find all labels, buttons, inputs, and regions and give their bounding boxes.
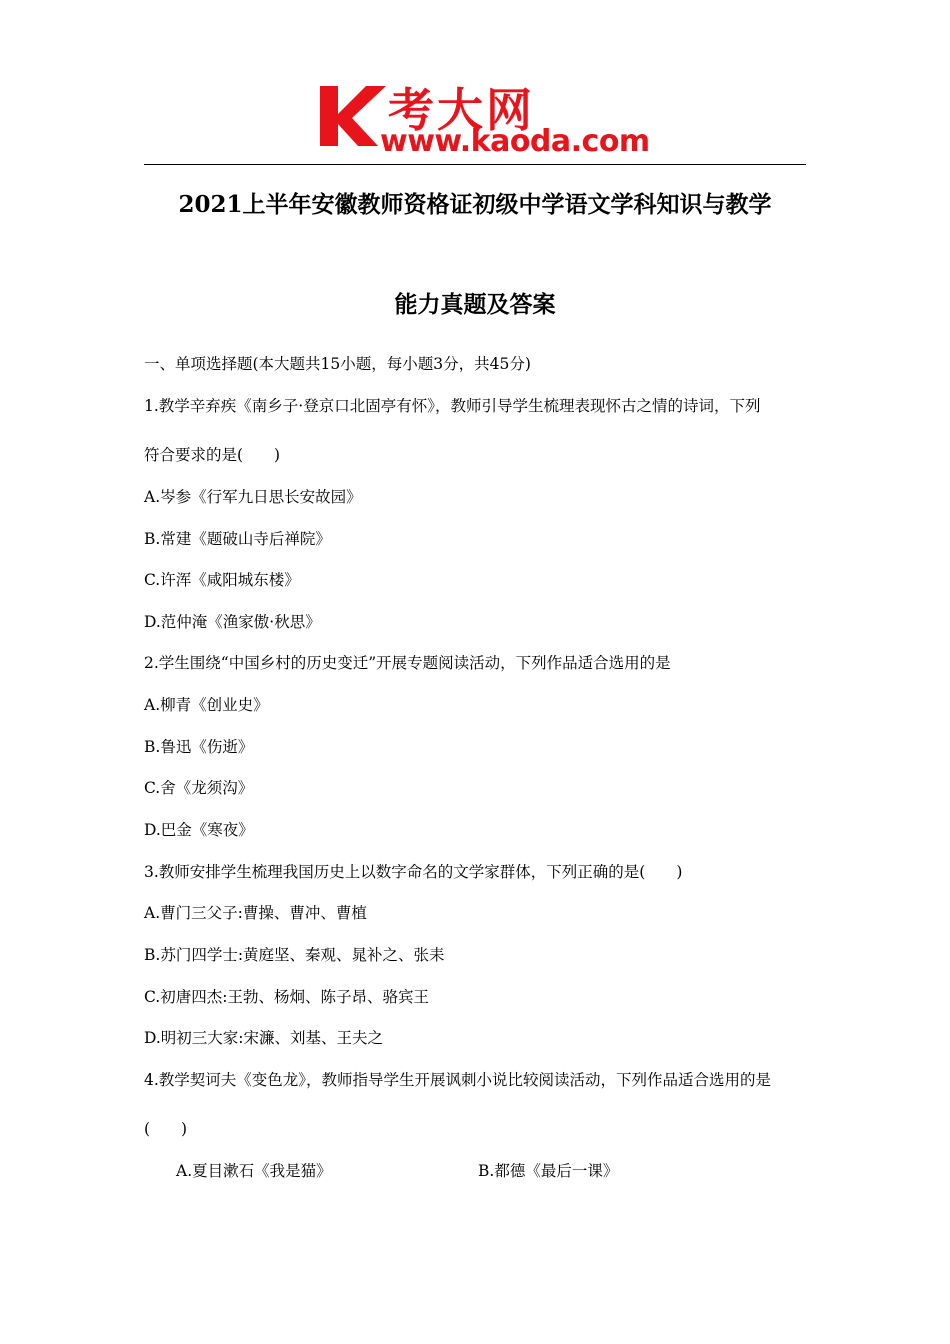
question-4-stem: 4.教学契诃夫《变色龙》，教师指导学生开展讽刺小说比较阅读活动，下列作品适合选用的是: [144, 1071, 772, 1089]
question-4-stem-cont: ( ): [144, 1120, 188, 1138]
page-title-line2: 能力真题及答案: [394, 291, 556, 318]
question-2-option-d: D.巴金《寒夜》: [144, 821, 254, 839]
header-divider: [144, 164, 806, 165]
question-1-option-d: D.范仲淹《渔家傲·秋思》: [144, 613, 321, 631]
question-1-stem-cont: 符合要求的是( ): [144, 446, 281, 464]
question-4-option-a: A.夏目漱石《我是猫》: [176, 1162, 332, 1180]
question-3-option-a: A.曹门三父子:曹操、曹冲、曹植: [144, 904, 367, 922]
question-3-option-c: C.初唐四杰:王勃、杨炯、陈子昂、骆宾王: [144, 988, 429, 1006]
logo-name: 考大网: [388, 83, 535, 137]
question-3-option-b: B.苏门四学士:黄庭坚、秦观、晁补之、张耒: [144, 946, 445, 964]
question-3-option-d: D.明初三大家:宋濂、刘基、王夫之: [144, 1029, 384, 1047]
question-4-option-b: B.都德《最后一课》: [478, 1162, 619, 1180]
question-1-stem: 1.教学辛弃疾《南乡子·登京口北固亭有怀》，教师引导学生梳理表现怀古之情的诗词，下列: [144, 397, 761, 415]
page-title-line1: 2021上半年安徽教师资格证初级中学语文学科知识与教学: [178, 191, 772, 218]
question-2-option-b: B.鲁迅《伤逝》: [144, 738, 254, 756]
logo-url: www.kaoda.com: [380, 124, 650, 159]
question-1-option-a: A.岑参《行军九日思长安故园》: [144, 488, 362, 506]
question-2-stem: 2.学生围绕“中国乡村的历史变迁”开展专题阅读活动，下列作品适合选用的是: [144, 654, 671, 672]
question-3-stem: 3.教师安排学生梳理我国历史上以数字命名的文学家群体，下列正确的是( ): [144, 863, 683, 881]
question-2-option-a: A.柳青《创业史》: [144, 696, 269, 714]
question-1-option-b: B.常建《题破山寺后禅院》: [144, 530, 331, 548]
question-1-option-c: C.许浑《咸阳城东楼》: [144, 571, 300, 589]
kaoda-logo: [318, 80, 648, 160]
question-2-option-c: C.舍《龙须沟》: [144, 779, 254, 797]
logo-k-mark: [318, 80, 388, 150]
section-heading: 一、单项选择题(本大题共15小题，每小题3分，共45分): [144, 355, 531, 373]
